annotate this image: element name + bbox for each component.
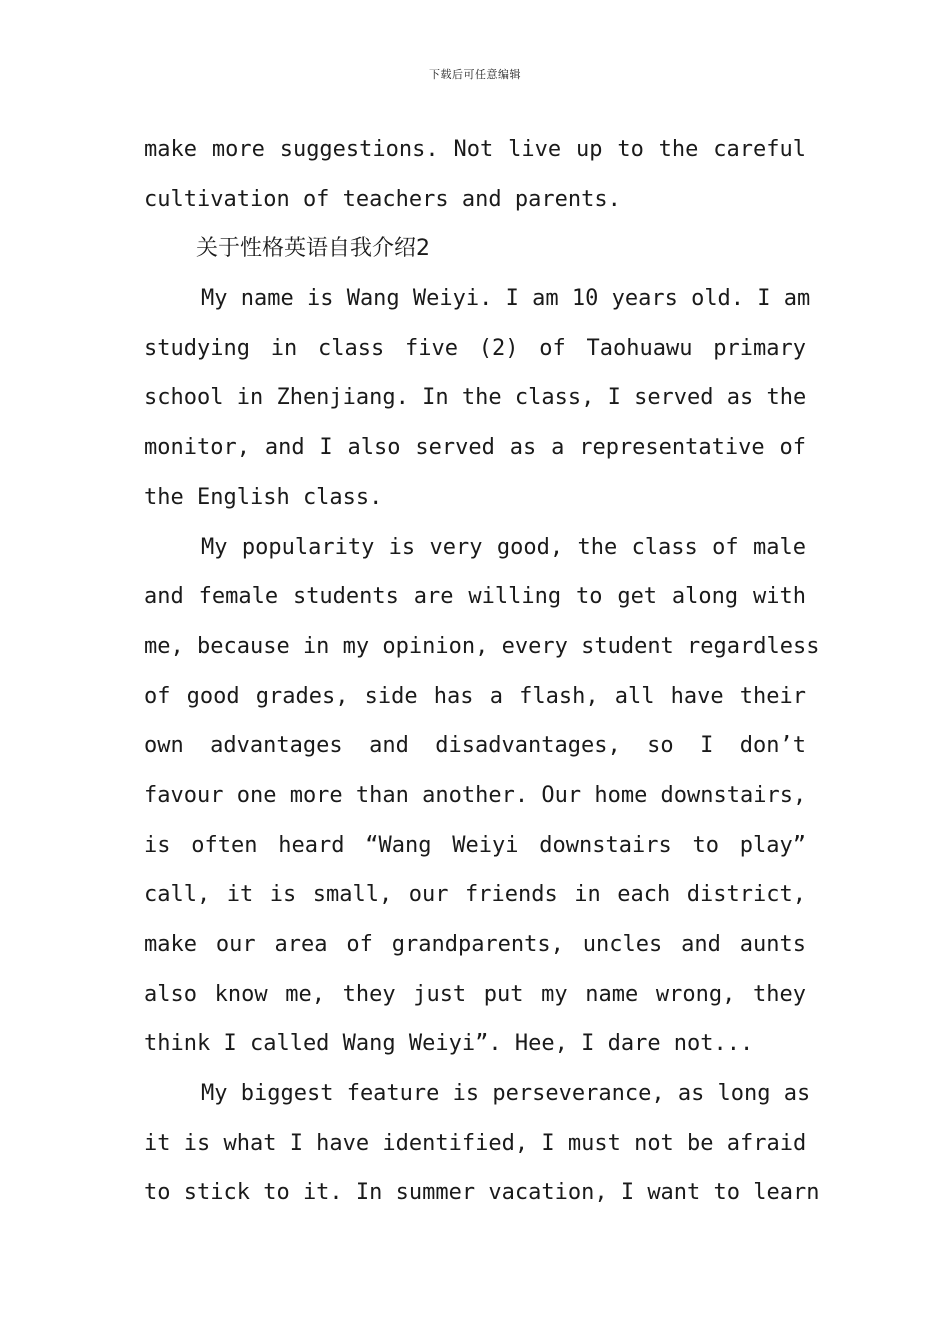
text-line: and female students are willing to get along with (144, 584, 806, 610)
text-line: school in Zhenjiang. In the class, I served as the (144, 385, 807, 411)
text-line: My biggest feature is perseverance, as long as (201, 1081, 811, 1107)
text-line: make our area of grandparents, uncles and aunts (144, 932, 806, 957)
text-line: make more suggestions. Not live up to the careful (144, 137, 806, 162)
text-line: the English class. (144, 484, 383, 510)
text-line: My name is Wang Weiyi. I am 10 years old. I am (201, 286, 811, 312)
text-line: of good grades, side has a flash, all have their (144, 683, 806, 709)
text-line: me, because in my opinion, every student regardless (144, 633, 820, 659)
text-line: My popularity is very good, the class of male (201, 534, 806, 560)
text-line: favour one more than another. Our home downstairs, (144, 782, 807, 808)
text-line: to stick to it. In summer vacation, I want to learn (144, 1180, 820, 1206)
text-line: monitor, and I also served as a representative of (144, 435, 806, 461)
text-line: also know me, they just put my name wrong, they (144, 981, 806, 1007)
text-line: call, it is small, our friends in each district, (144, 882, 806, 908)
text-line: think I called Wang Weiyi”. Hee, I dare not... (144, 1031, 754, 1057)
document-body (144, 125, 820, 1218)
section-heading: 关于性格英语自我介绍2 (196, 236, 430, 262)
text-line: it is what I have identified, I must not be afraid (144, 1130, 807, 1156)
text-line: cultivation of teachers and parents. (144, 186, 621, 212)
text-line: own advantages and disadvantages, so I don’t (144, 733, 806, 759)
page-header: 下载后可任意编辑 (429, 68, 521, 81)
text-line: is often heard “Wang Weiyi downstairs to play” (144, 832, 806, 858)
text-line: studying in class five (2) of Taohuawu primary (144, 335, 806, 361)
